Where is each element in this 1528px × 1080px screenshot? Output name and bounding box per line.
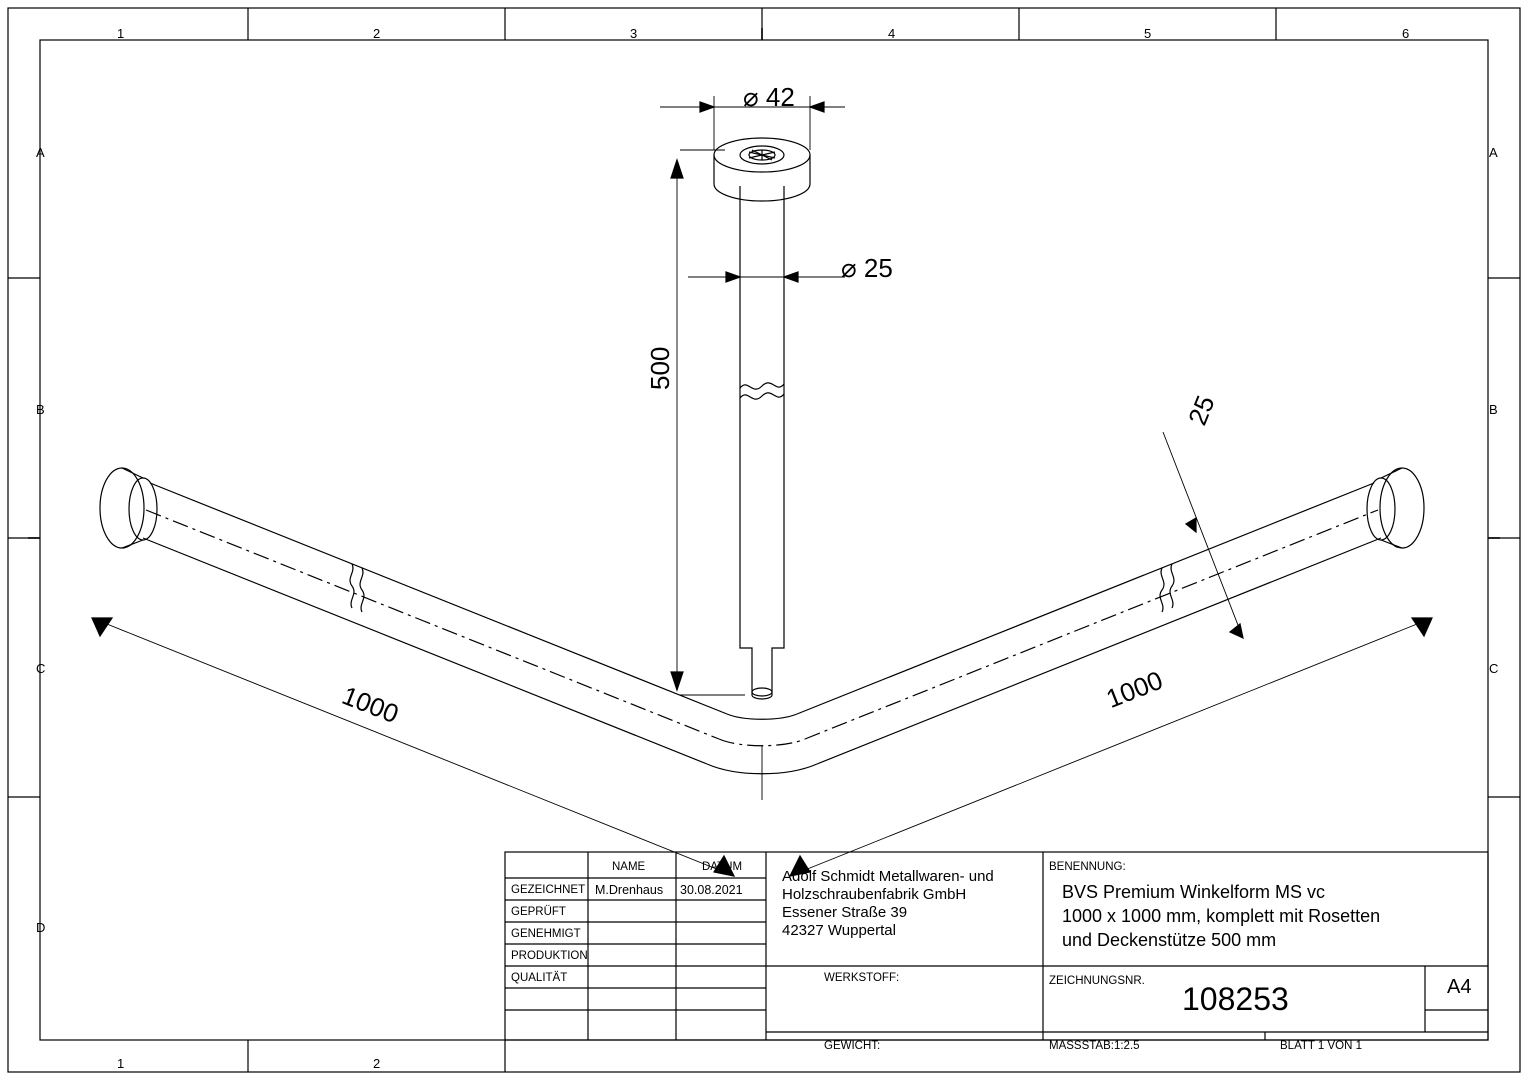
dimension-diameter-42: ⌀ 42 (743, 82, 795, 112)
benennung-line-2: 1000 x 1000 mm, komplett mit Rosetten (1062, 906, 1381, 926)
titleblock-row-label-produktion: PRODUKTION (511, 950, 588, 962)
zone-top-4: 4 (888, 26, 896, 41)
bar-left-centreline (146, 510, 719, 739)
zone-left-a: A (36, 145, 45, 160)
bar-right-centreline (805, 510, 1378, 739)
zone-right-a: A (1489, 145, 1498, 160)
dimension-length-1000-left: 1000 (338, 680, 403, 730)
dimension-length-1000-right: 1000 (1102, 664, 1167, 714)
benennung-line-3: und Deckenstütze 500 mm (1062, 930, 1277, 950)
bar-right-upper-edge (797, 483, 1374, 714)
massstab-value: MASSSTAB:1:2.5 (1049, 1040, 1140, 1052)
dimension-diameter-25: ⌀ 25 (841, 253, 893, 283)
bar-right-lower-edge (817, 538, 1381, 764)
zone-top-6: 6 (1402, 26, 1410, 41)
rosette-right-inner (1367, 478, 1395, 540)
zone-left-d: D (36, 920, 46, 935)
titleblock-row-name-gezeichnet: M.Drenhaus (595, 883, 664, 897)
titleblock-header-date: DATUM (702, 861, 743, 873)
benennung-line-1: BVS Premium Winkelform MS vc (1062, 882, 1326, 902)
titleblock-row-label-qualitaet: QUALITÄT (511, 972, 568, 984)
zeichnungsnr-value: 108253 (1182, 981, 1289, 1017)
gewicht-label: GEWICHT: (824, 1040, 881, 1052)
zone-left-b: B (36, 402, 45, 417)
blatt-value: BLATT 1 VON 1 (1280, 1040, 1363, 1052)
bar-left-lower-edge (143, 538, 707, 764)
titleblock-row-label-gezeichnet: GEZEICHNET (511, 884, 586, 896)
company-line-3: Essener Straße 39 (782, 904, 908, 921)
titleblock-row-label-geprueft: GEPRÜFT (511, 906, 566, 918)
zone-top-2: 2 (373, 26, 381, 41)
sheet-format: A4 (1447, 976, 1472, 998)
titleblock-header-name: NAME (612, 861, 646, 873)
rosette-left-inner (129, 478, 157, 540)
zeichnungsnr-label: ZEICHNUNGSNR. (1049, 975, 1145, 987)
zone-top-1: 1 (117, 26, 125, 41)
titleblock-row-label-genehmigt: GENEHMIGT (511, 928, 581, 940)
zone-bottom-1: 1 (117, 1056, 125, 1071)
zone-left-c: C (36, 661, 46, 676)
company-line-4: 42327 Wuppertal (782, 922, 896, 939)
dimension-radius-25: 25 (1182, 391, 1221, 430)
bar-left-upper-edge (150, 483, 727, 714)
zone-top-3: 3 (630, 26, 638, 41)
benennung-label: BENENNUNG: (1049, 861, 1126, 873)
zone-right-b: B (1489, 402, 1498, 417)
zone-top-5: 5 (1144, 26, 1152, 41)
dimension-length-500: 500 (645, 346, 675, 390)
titleblock-row-date-gezeichnet: 30.08.2021 (680, 883, 743, 897)
company-line-2: Holzschraubenfabrik GmbH (782, 886, 967, 903)
werkstoff-label: WERKSTOFF: (824, 972, 900, 984)
company-line-1: Adolf Schmidt Metallwaren- und (782, 868, 994, 885)
zone-bottom-2: 2 (373, 1056, 381, 1071)
zone-right-c: C (1489, 661, 1499, 676)
